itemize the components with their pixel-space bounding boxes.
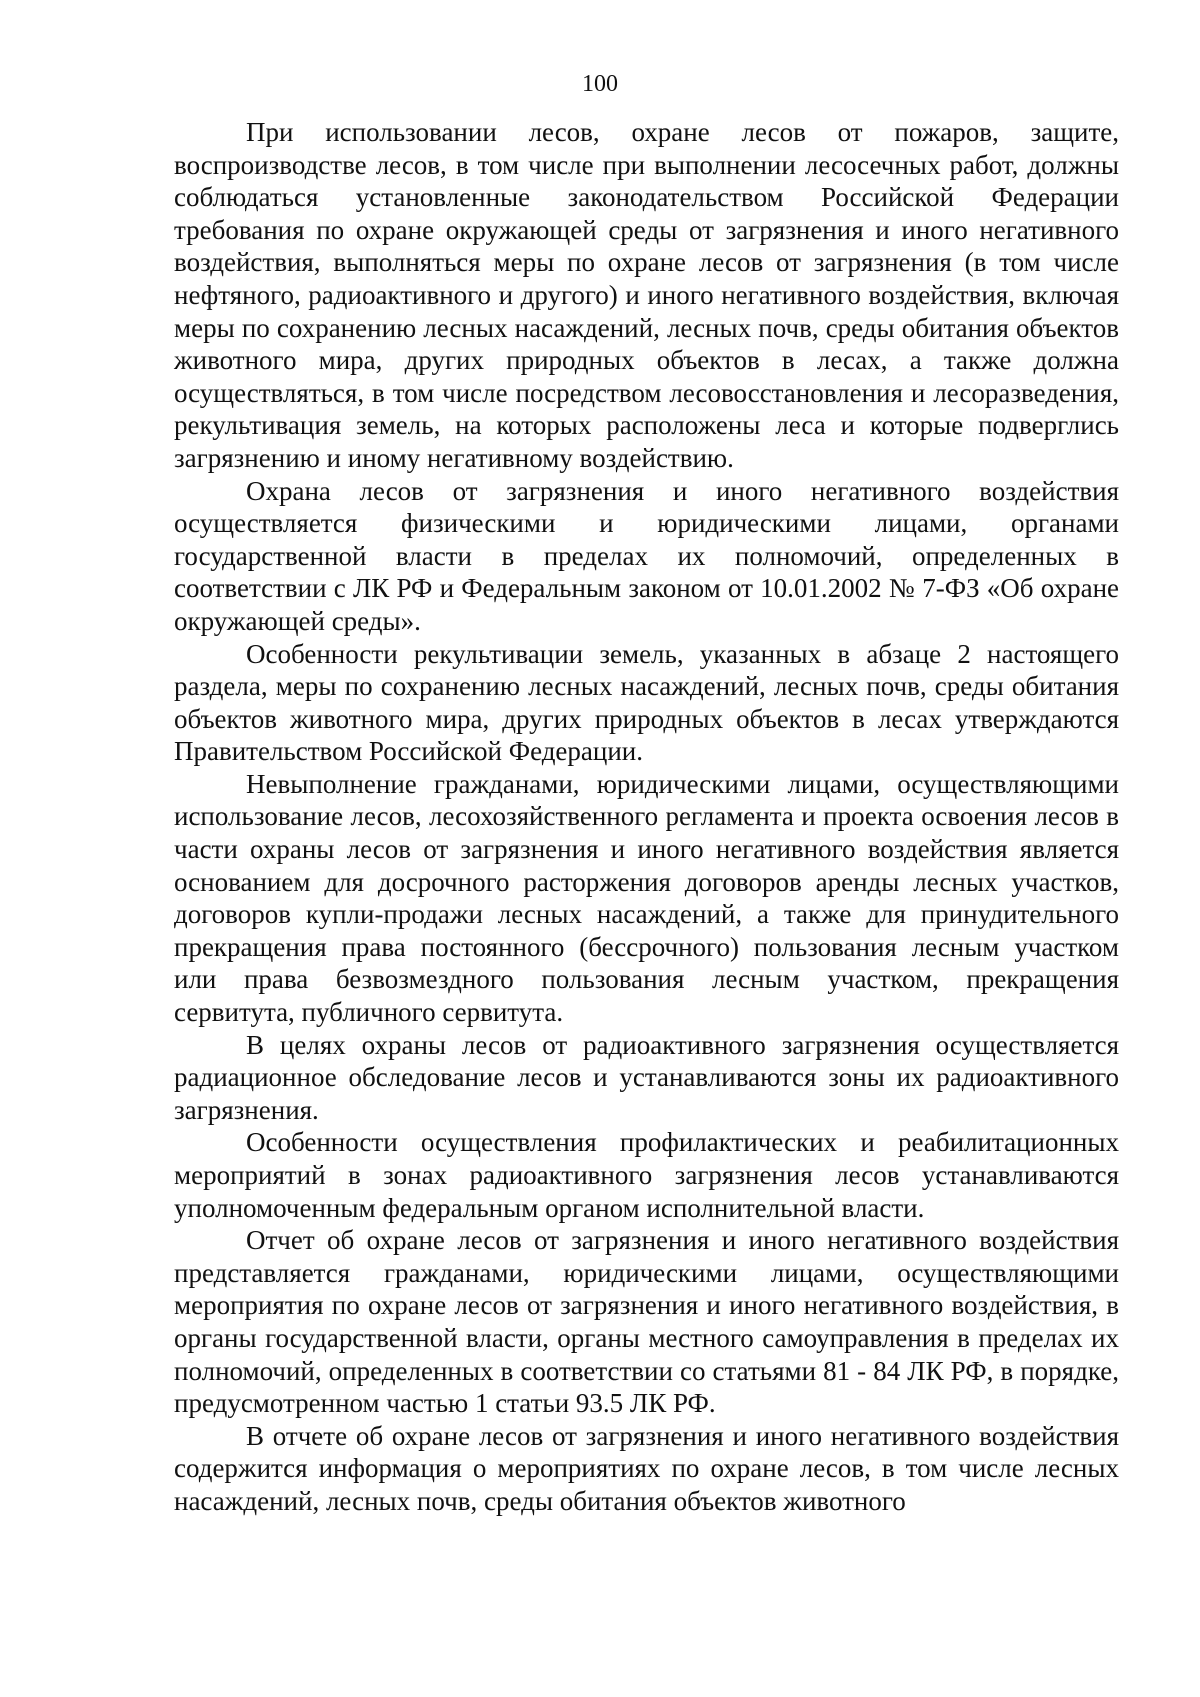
paragraph-3: Особенности рекультивации земель, указанных в абзаце 2 настоящего раздела, меры по сохранению лесных насаждений, лесных почв, среды обитания объектов животного мира, других природных объектов в лесах утверждаются Правительством Российской Федерации. xyxy=(174,638,1119,767)
paragraph-1: При использовании лесов, охране лесов от пожаров, защите, воспроизводстве лесов, в том числе при выполнении лесосечных работ, должны соблюдаться установленные законодательством Российской Федерации требования по охране окружающей среды от загрязнения и иного негативного воздействия, выполняться меры по охране лесов от загрязнения (в том числе нефтяного, радиоактивного и другого) и иного негативного воздействия, включая меры по сохранению лесных насаждений, лесных почв, среды обитания объектов животного мира, других природных объектов в лесах, а также должна осуществляться, в том числе посредством лесовосстановления и лесоразведения, рекультивация земель, на которых расположены леса и которые подверглись загрязнению и иному негативному воздействию. xyxy=(174,117,1119,473)
paragraph-2: Охрана лесов от загрязнения и иного негативного воздействия осуществляется физическими и юридическими лицами, органами государственной власти в пределах их полномочий, определенных в соответствии с ЛК РФ и Федеральным законом от 10.01.2002 № 7-ФЗ «Об охране окружающей среды». xyxy=(174,475,1119,636)
paragraph-7: Отчет об охране лесов от загрязнения и иного негативного воздействия представляется гражданами, юридическими лицами, осуществляющими мероприятия по охране лесов от загрязнения и иного негативного воздействия, в органы государственной власти, органы местного самоуправления в пределах их полномочий, определенных в соответствии со статьями 81 - 84 ЛК РФ, в порядке, предусмотренном частью 1 статьи 93.5 ЛК РФ. xyxy=(174,1225,1119,1419)
document-body xyxy=(174,116,1119,1518)
page-number: 100 xyxy=(582,71,618,97)
paragraph-8: В отчете об охране лесов от загрязнения и иного негативного воздействия содержится информация о мероприятиях по охране лесов, в том числе лесных насаждений, лесных почв, среды обитания объектов животного xyxy=(174,1420,1119,1516)
paragraph-5: В целях охраны лесов от радиоактивного загрязнения осуществляется радиационное обследование лесов и устанавливаются зоны их радиоактивного загрязнения. xyxy=(174,1029,1119,1125)
paragraph-6: Особенности осуществления профилактических и реабилитационных мероприятий в зонах радиоактивного загрязнения лесов устанавливаются уполномоченным федеральным органом исполнительной власти. xyxy=(174,1127,1119,1223)
paragraph-4: Невыполнение гражданами, юридическими лицами, осуществляющими использование лесов, лесохозяйственного регламента и проекта освоения лесов в части охраны лесов от загрязнения и иного негативного воздействия является основанием для досрочного расторжения договоров аренды лесных участков, договоров купли-продажи лесных насаждений, а также для принудительного прекращения права постоянного (бессрочного) пользования лесным участком или права безвозмездного пользования лесным участком, прекращения сервитута, публичного сервитута. xyxy=(174,768,1119,1028)
